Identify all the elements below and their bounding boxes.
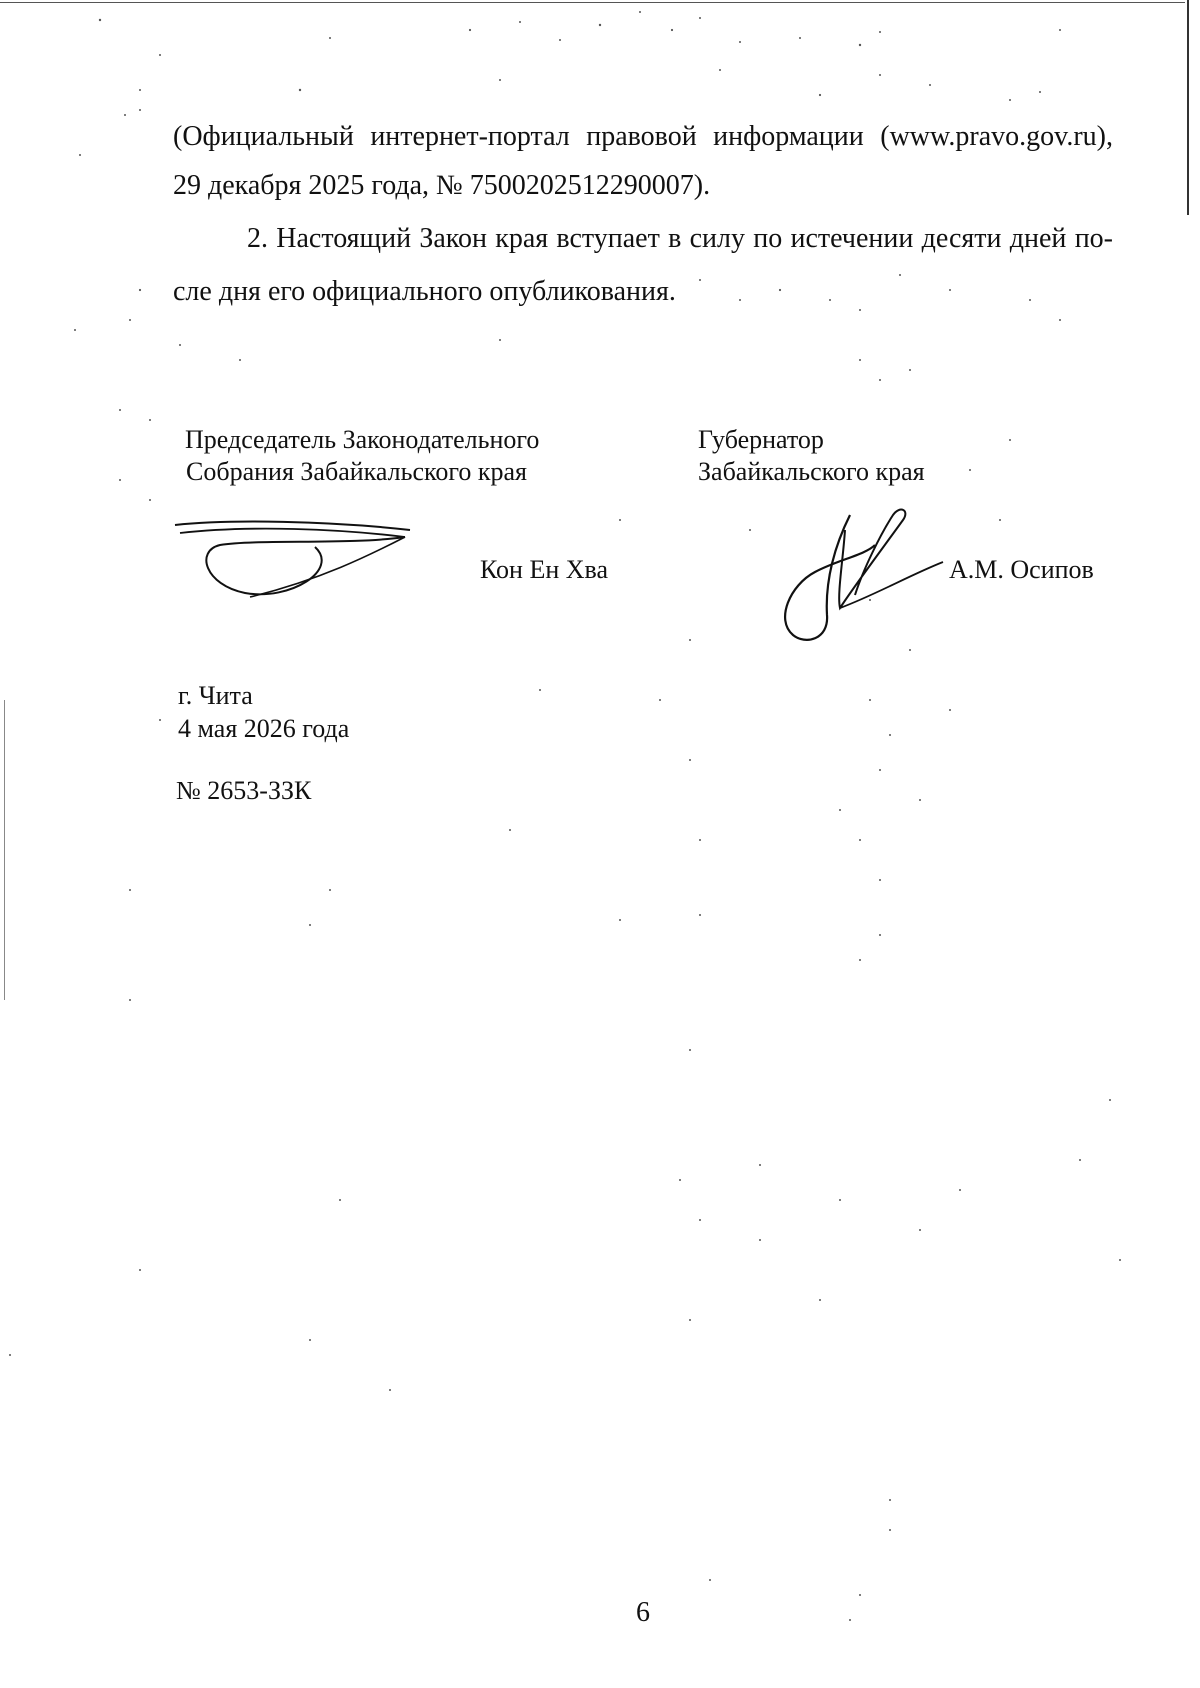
body-paragraph-1-line-2: 29 декабря 2025 года, № 7500202512290007). <box>173 170 711 201</box>
governor-title-line-1: Губернатор <box>698 425 824 454</box>
governor-title-line-2: Забайкальского края <box>698 457 925 486</box>
body-paragraph-2-line-1: 2. Настоящий Закон края вступает в силу по истечении десяти дней по- <box>247 223 1113 254</box>
chairman-signature <box>170 515 420 605</box>
body-paragraph-1-line-1: (Официальный интернет-портал правовой информации (www.pravo.gov.ru), <box>173 121 1113 152</box>
governor-name: А.М. Осипов <box>949 555 1094 584</box>
chairman-title-line-2: Собрания Забайкальского края <box>186 457 527 486</box>
page-number: 6 <box>636 1597 650 1628</box>
chairman-title-line-1: Председатель Законодательного <box>185 425 540 454</box>
chairman-name: Кон Ен Хва <box>480 555 609 584</box>
signing-city: г. Чита <box>178 681 253 710</box>
law-number: № 2653-ЗЗК <box>176 776 312 805</box>
governor-signature <box>745 500 945 645</box>
body-paragraph-2-line-2: сле дня его официального опубликования. <box>173 276 676 307</box>
signing-date: 4 мая 2026 года <box>178 714 350 743</box>
